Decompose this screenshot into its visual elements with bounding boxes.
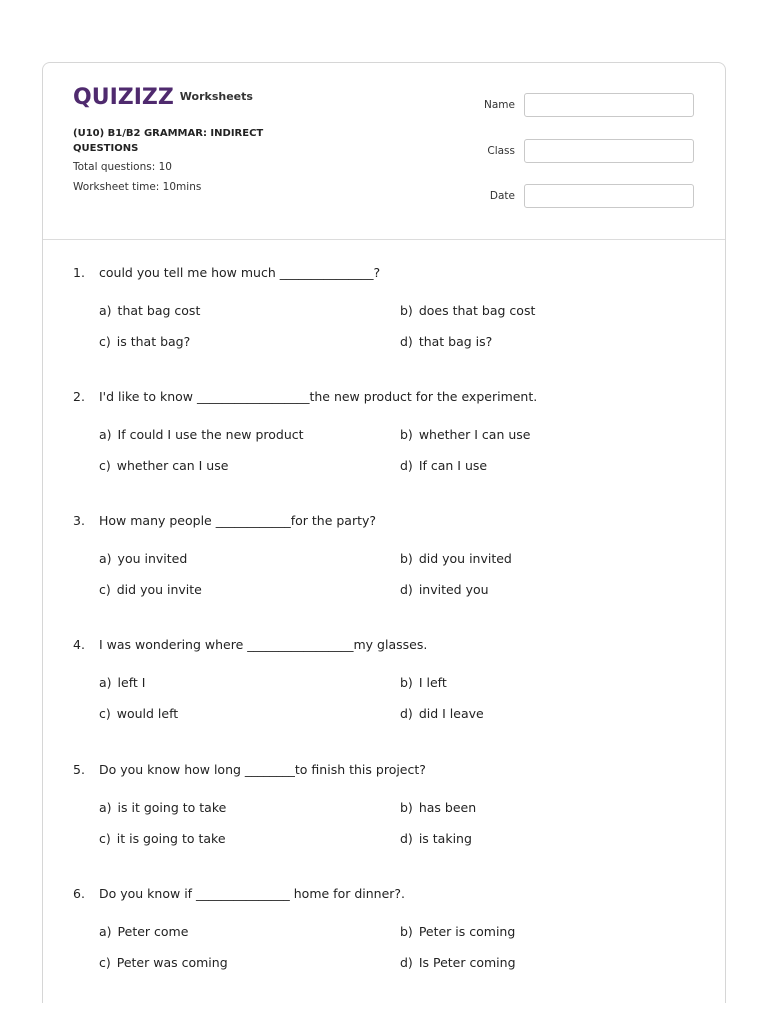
option-letter: d) bbox=[400, 582, 413, 597]
worksheet-time: Worksheet time: 10mins bbox=[73, 181, 202, 193]
option-text: that bag is? bbox=[418, 334, 493, 349]
option-text: invited you bbox=[418, 582, 489, 597]
question-text: How many people ____________for the party? bbox=[99, 513, 377, 528]
date-field[interactable] bbox=[524, 184, 694, 208]
question-number: 3. bbox=[73, 513, 85, 528]
option-text: you invited bbox=[117, 551, 188, 566]
option-letter: b) bbox=[400, 551, 413, 566]
worksheet-page bbox=[42, 62, 726, 1003]
option-text: I left bbox=[418, 675, 447, 690]
option-letter: a) bbox=[99, 551, 112, 566]
option-d[interactable] bbox=[400, 955, 516, 970]
option-c[interactable] bbox=[99, 458, 228, 473]
option-letter: a) bbox=[99, 800, 112, 815]
quizizz-logo bbox=[73, 85, 253, 110]
option-text: would left bbox=[116, 706, 179, 721]
option-text: that bag cost bbox=[117, 303, 201, 318]
option-text: If could I use the new product bbox=[117, 427, 304, 442]
option-letter: a) bbox=[99, 303, 112, 318]
question-text: Do you know if _______________ home for dinner?. bbox=[99, 886, 406, 901]
option-text: did you invite bbox=[116, 582, 202, 597]
option-text: does that bag cost bbox=[418, 303, 536, 318]
option-d[interactable] bbox=[400, 582, 489, 597]
option-letter: b) bbox=[400, 800, 413, 815]
option-text: did you invited bbox=[418, 551, 512, 566]
date-label: Date bbox=[489, 190, 515, 202]
option-a[interactable] bbox=[99, 924, 188, 939]
option-d[interactable] bbox=[400, 334, 492, 349]
option-d[interactable] bbox=[400, 706, 484, 721]
worksheet-header bbox=[43, 63, 725, 240]
option-text: left I bbox=[117, 675, 146, 690]
option-text: whether can I use bbox=[116, 458, 229, 473]
option-b[interactable] bbox=[400, 551, 512, 566]
option-text: Peter come bbox=[117, 924, 189, 939]
option-letter: b) bbox=[400, 427, 413, 442]
option-letter: b) bbox=[400, 303, 413, 318]
option-text: Is Peter coming bbox=[418, 955, 516, 970]
option-c[interactable] bbox=[99, 955, 228, 970]
option-text: has been bbox=[418, 800, 477, 815]
question-number: 2. bbox=[73, 389, 85, 404]
option-text: is it going to take bbox=[117, 800, 227, 815]
option-b[interactable] bbox=[400, 800, 476, 815]
question-number: 5. bbox=[73, 762, 85, 777]
option-letter: d) bbox=[400, 334, 413, 349]
option-letter: c) bbox=[99, 706, 111, 721]
name-field[interactable] bbox=[524, 93, 694, 117]
option-letter: c) bbox=[99, 458, 111, 473]
option-b[interactable] bbox=[400, 924, 515, 939]
option-text: whether I can use bbox=[418, 427, 531, 442]
question-number: 4. bbox=[73, 637, 85, 652]
option-d[interactable] bbox=[400, 831, 472, 846]
name-label: Name bbox=[484, 99, 515, 111]
option-text: it is going to take bbox=[116, 831, 226, 846]
option-c[interactable] bbox=[99, 334, 190, 349]
option-letter: c) bbox=[99, 582, 111, 597]
option-d[interactable] bbox=[400, 458, 487, 473]
total-questions: Total questions: 10 bbox=[73, 161, 172, 173]
option-c[interactable] bbox=[99, 582, 202, 597]
option-a[interactable] bbox=[99, 800, 226, 815]
option-letter: c) bbox=[99, 831, 111, 846]
option-c[interactable] bbox=[99, 706, 178, 721]
logo-wordmark: QUIZIZZ bbox=[73, 85, 174, 110]
option-letter: a) bbox=[99, 427, 112, 442]
option-letter: d) bbox=[400, 706, 413, 721]
question-text: could you tell me how much _______________? bbox=[99, 265, 381, 280]
option-letter: c) bbox=[99, 955, 111, 970]
worksheet-title: (U10) B1/B2 GRAMMAR: INDIRECT QUESTIONS bbox=[73, 128, 264, 154]
question-text: I'd like to know __________________the new product for the experiment. bbox=[99, 389, 538, 404]
option-letter: a) bbox=[99, 675, 112, 690]
option-text: Peter is coming bbox=[418, 924, 516, 939]
class-label: Class bbox=[487, 145, 515, 157]
option-letter: a) bbox=[99, 924, 112, 939]
question-number: 1. bbox=[73, 265, 85, 280]
option-letter: c) bbox=[99, 334, 111, 349]
option-letter: b) bbox=[400, 924, 413, 939]
question-text: I was wondering where _________________my glasses. bbox=[99, 637, 428, 652]
question-number: 6. bbox=[73, 886, 85, 901]
option-text: did I leave bbox=[418, 706, 484, 721]
option-text: is that bag? bbox=[116, 334, 191, 349]
logo-subtitle: Worksheets bbox=[179, 90, 253, 103]
option-text: is taking bbox=[418, 831, 472, 846]
option-c[interactable] bbox=[99, 831, 226, 846]
option-text: Peter was coming bbox=[116, 955, 228, 970]
class-field[interactable] bbox=[524, 139, 694, 163]
option-a[interactable] bbox=[99, 303, 200, 318]
option-a[interactable] bbox=[99, 427, 304, 442]
option-letter: d) bbox=[400, 831, 413, 846]
option-b[interactable] bbox=[400, 675, 447, 690]
option-letter: b) bbox=[400, 675, 413, 690]
option-b[interactable] bbox=[400, 427, 531, 442]
option-letter: d) bbox=[400, 955, 413, 970]
option-text: If can I use bbox=[418, 458, 488, 473]
option-a[interactable] bbox=[99, 551, 187, 566]
option-letter: d) bbox=[400, 458, 413, 473]
option-b[interactable] bbox=[400, 303, 535, 318]
question-text: Do you know how long ________to finish this project? bbox=[99, 762, 426, 777]
option-a[interactable] bbox=[99, 675, 145, 690]
